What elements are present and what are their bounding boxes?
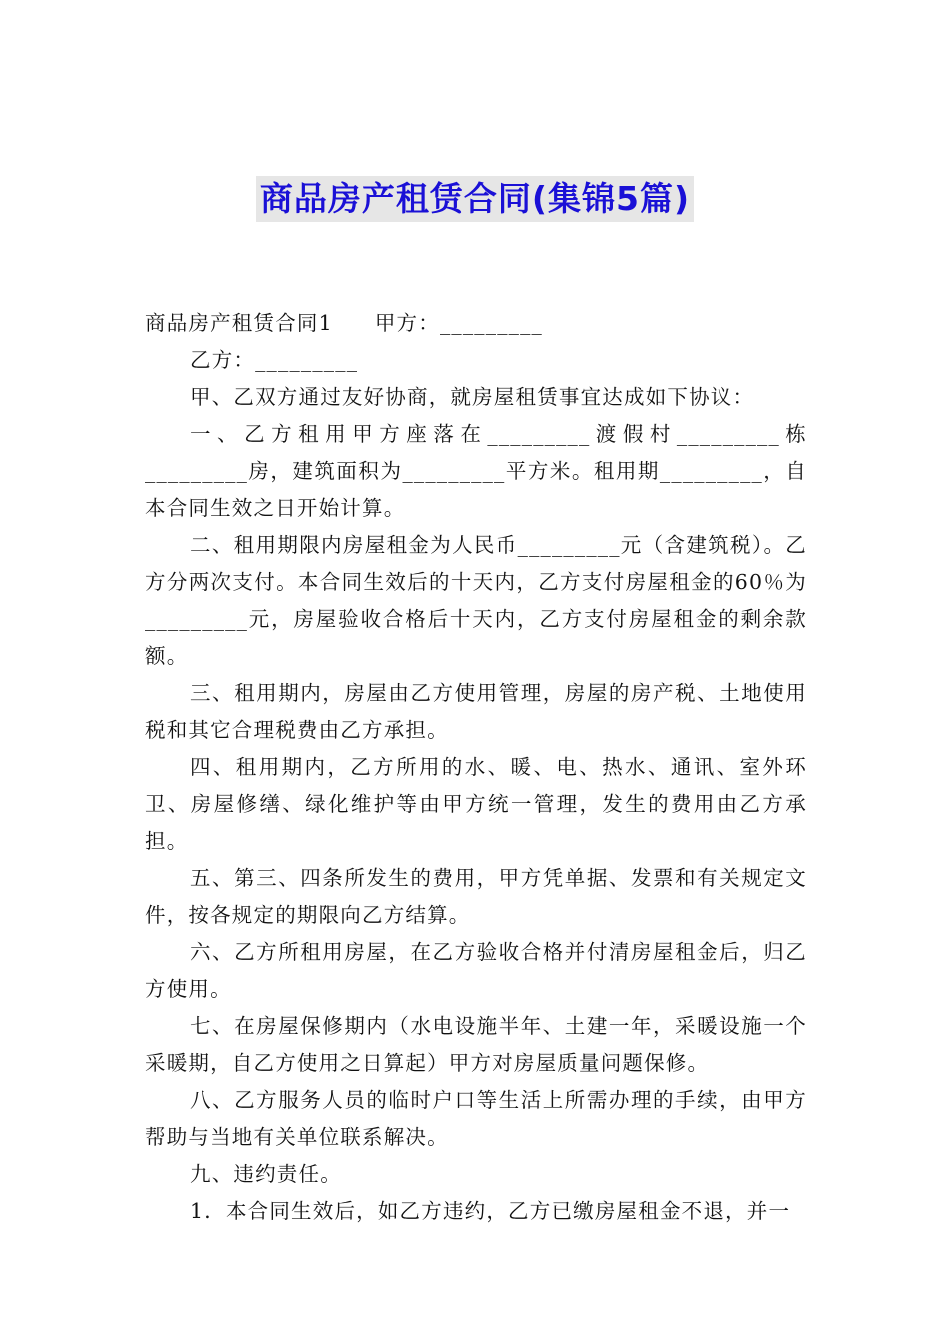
contract-number-label: 商品房产租赁合同1 bbox=[145, 311, 333, 335]
clause-5: 五、第三、四条所发生的费用，甲方凭单据、发票和有关规定文件，按各规定的期限向乙方结算。 bbox=[145, 866, 807, 927]
clause-3: 三、租用期内，房屋由乙方使用管理，房屋的房产税、土地使用税和其它合理税费由乙方承担。 bbox=[145, 681, 807, 742]
document-title: 商品房产租赁合同(集锦5篇) bbox=[256, 176, 694, 222]
document-body bbox=[145, 305, 807, 1230]
clause-9-item-1: 1．本合同生效后，如乙方违约，乙方已缴房屋租金不退，并一 bbox=[190, 1199, 791, 1223]
clause-2: 二、租用期限内房屋租金为人民币_________元（含建筑税）。乙方分两次支付。本合同生效后的十天内，乙方支付房屋租金的60％为_________元，房屋验收合格后十天内，乙方支付房屋租金的剩余款额。 bbox=[145, 533, 807, 668]
paragraph-party-b: 乙方：_________ bbox=[190, 348, 359, 372]
clause-9-heading: 九、违约责任。 bbox=[190, 1162, 342, 1186]
clause-1: 一、乙方租用甲方座落在_________渡假村_________栋_________房，建筑面积为_________平方米。租用期_________，自本合同生效之日开始计算。 bbox=[145, 422, 807, 520]
party-a-field: 甲方：_________ bbox=[374, 311, 543, 335]
clause-6: 六、乙方所租用房屋，在乙方验收合格并付清房屋租金后，归乙方使用。 bbox=[145, 940, 807, 1001]
contract-header-line bbox=[145, 305, 807, 342]
title-wrap bbox=[0, 176, 950, 222]
paragraph-intro: 甲、乙双方通过友好协商，就房屋租赁事宜达成如下协议： bbox=[190, 385, 755, 409]
clause-8: 八、乙方服务人员的临时户口等生活上所需办理的手续，由甲方帮助与当地有关单位联系解决。 bbox=[145, 1088, 807, 1149]
clause-4: 四、租用期内，乙方所用的水、暖、电、热水、通讯、室外环卫、房屋修缮、绿化维护等由甲方统一管理，发生的费用由乙方承担。 bbox=[145, 755, 807, 853]
clause-7: 七、在房屋保修期内（水电设施半年、土建一年，采暖设施一个采暖期，自乙方使用之日算起）甲方对房屋质量问题保修。 bbox=[145, 1014, 807, 1075]
